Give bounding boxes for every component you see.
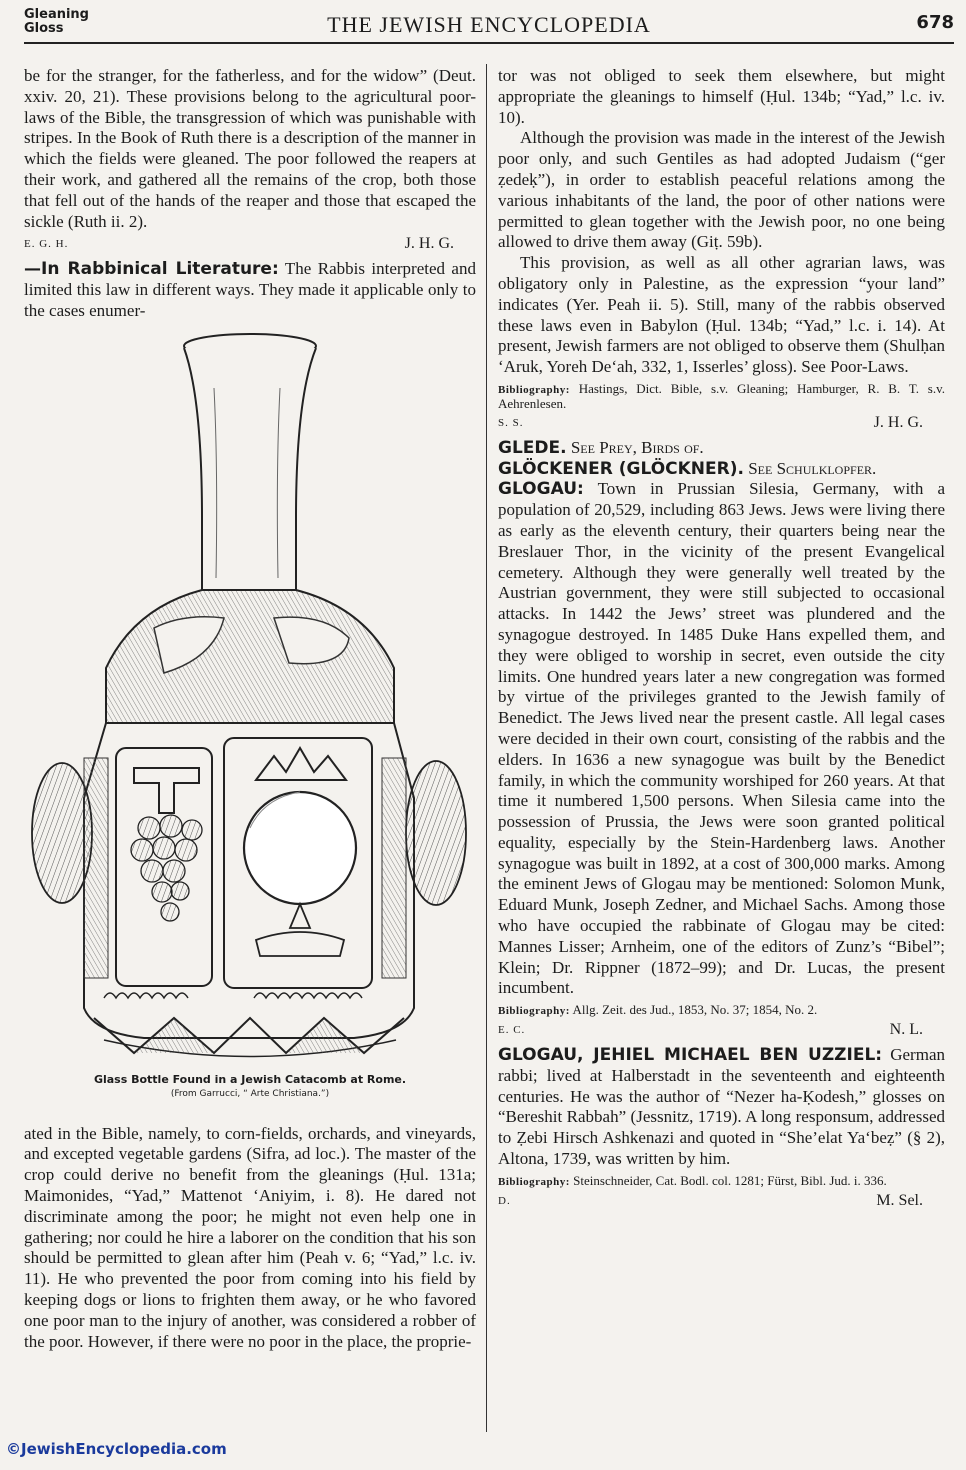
page-header	[24, 6, 954, 40]
paragraph	[24, 259, 476, 321]
bibliography-label: Bibliography:	[498, 383, 570, 396]
figure	[24, 328, 476, 1118]
guide-word-last: Gloss	[24, 21, 64, 36]
header-rule	[24, 42, 954, 44]
bibliography-text: Hastings, Dict. Bible, s.v. Gleaning; Hamburger, R. B. T. s.v. Aehrenlesen.	[498, 380, 946, 411]
cross-reference: See Prey, Birds of.	[566, 437, 704, 457]
signature-author: J. H. G.	[404, 235, 454, 253]
paragraph: This provision, as well as all other agrarian laws, was obligatory only in Palestine, as the expression “your land” indicates (Yer. Peah ii. 5). Still, many of the rabbis observed these laws even in Babylon (Ḥul. 134b; “Yad,” l.c. i. 14). At present, Jewish farmers are not obliged to observe them (Shulḥan ‘Aruk, Yoreh De‘ah, 332, 1, Isserles’ gloss). See Poor-Laws.	[498, 253, 945, 377]
glass-bottle-illustration	[24, 328, 476, 1073]
signature	[498, 1020, 945, 1041]
bibliography-label: Bibliography:	[498, 1175, 570, 1188]
section-heading: —In Rabbinical Literature:	[24, 259, 279, 280]
signature-author: J. H. G.	[873, 413, 923, 431]
left-column	[24, 66, 476, 1352]
bibliography-label: Bibliography:	[498, 1005, 570, 1018]
guide-word-first: Gleaning	[24, 7, 89, 22]
entry-text: German rabbi; lived at Halberstadt in the seventeenth and eighteenth centuries. He was the author of “Nezer ha-Ḳodesh,” glosses on “Bereshit Rabbah” (Jessnitz, 1719). A long responsum, addressed to Ẓebi Hirsch Ashkenazi and quoted in “She’elat Ya‘beẓ” (§ 2), Altona, 1739, was written by him.	[498, 1045, 945, 1169]
figure-source: (From Garrucci, “ Arte Christiana.”)	[170, 1088, 330, 1099]
signature-initials: E. G. H.	[24, 238, 69, 251]
column-divider	[486, 64, 487, 1432]
signature-initials: E. C.	[498, 1024, 526, 1037]
paragraph: tor was not obliged to seek them elsewhere, but might appropriate the gleanings to himself (Ḥul. 134b; “Yad,” l.c. iv. 10).	[498, 66, 945, 127]
entry-heading: GLOGAU, JEHIEL MICHAEL BEN UZZIEL:	[498, 1045, 883, 1066]
paragraph: be for the stranger, for the fatherless, and for the widow” (Deut. xxiv. 20, 21). These provisions belong to the agricultural poor-laws of the Bible, the transgression of which was punishable with stripes. In the Book of Ruth there is a description of the manner in which the fields were gleaned. The poor followed the reapers at their work, and gathered all the remains of the crop, both those that fell out of the hands of the reaper and those that escaped the sickle (Ruth ii. 2).	[24, 66, 476, 231]
entry-heading: GLÖCKENER (GLÖCKNER).	[498, 458, 744, 479]
entry-glogau	[498, 479, 945, 999]
page-number: 678	[916, 12, 954, 33]
cross-reference: See Schulklopfer.	[743, 458, 877, 478]
copyright-link[interactable]: ©JewishEncyclopedia.com	[6, 1440, 227, 1458]
bibliography-text: Allg. Zeit. des Jud., 1853, No. 37; 1854, No. 2.	[572, 1002, 818, 1018]
bibliography	[498, 1174, 945, 1189]
entry-heading: GLOGAU:	[498, 479, 584, 500]
bibliography	[498, 382, 945, 411]
running-title: THE JEWISH ENCYCLOPEDIA	[327, 12, 651, 37]
signature	[498, 1191, 945, 1212]
entry-glogau-jehiel	[498, 1045, 945, 1170]
paragraph: Although the provision was made in the interest of the Jewish poor only, and such Gentiles as had adopted Judaism (“ger ẓedeḳ”), in order to establish peaceful relations among the various inhabitants of the land, the poor of other nations were permitted to glean together with the Jewish poor, no one being allowed to drive them away (Giṭ. 59b).	[498, 128, 945, 252]
signature-initials: S. S.	[498, 416, 524, 429]
signature	[24, 234, 476, 255]
entry-glede	[498, 438, 945, 459]
entry-text: Town in Prussian Silesia, Germany, with a population of 20,529, including 863 Jews. Jews were living there as early as the eleventh century, their quarters being near the Breslauer Thor, in the vicinity of the present Evangelical cemetery. Although they were generally well treated by the Austrian government, they were still subjected to occasional attacks. In 1442 the Jews’ street was plundered and the synagogue destroyed. In 1485 Duke Hans expelled them, and they were obliged to worship in secret, even outside the city limits. One hundred years later a new congregation was formed by virtue of the privileges granted to the Jewish family of Benedict. The Jews lived near the present castle. All legal cases were decided in their own court, consisting of the rabbis and the elders. In 1636 a new synagogue was built by the Benedict family, in which the community worshiped for 260 years. At that time it numbered 1,500 persons. When Silesia came into the possession of Prussia, the Jews were soon granted political equality, especially by the Stein-Hardenberg laws. Another synagogue was built in 1892, at a cost of 300,000 marks. Among the eminent Jews of Glogau may be mentioned: Solomon Munk, Eduard Munk, Joseph Zedner, and Michael Sachs. Among those who have occupied the rabbinate of Glogau may be cited: Mannes Lisser; Arnheim, one of the editors of Zunz’s “Bibel”; Klein; Dr. Rippner (1872–99); and Dr. Lucas, the present incumbent.	[498, 479, 945, 998]
paragraph: ated in the Bible, namely, to corn-fields, orchards, and vineyards, and excepted vegetable gardens (Sifra, ad loc.). The master of the crop could derive no benefit from the gleanings (Ḥul. 131a; Maimonides, “Yad,” Mattenot ‘Aniyim, i. 8). He dared not discriminate among the poor; he might not even help one in gathering; nor could he hire a laborer on the condition that his son should be permitted to glean after him (Peah v. 6; “Yad,” l.c. iv. 11). He who prevented the poor from coming into his field by keeping dogs or lions to frighten them away, or he who favored one poor man to the injury of another, was considered a robber of the poor. However, if there were no poor in the place, the proprie-	[24, 1123, 476, 1351]
bibliography	[498, 1003, 945, 1018]
signature-author: N. L.	[889, 1021, 923, 1039]
entry-heading: GLEDE.	[498, 437, 567, 458]
figure-caption: Glass Bottle Found in a Jewish Catacomb at Rome.	[93, 1072, 407, 1086]
signature	[498, 413, 945, 434]
signature-initials: D.	[498, 1194, 511, 1207]
entry-glockener	[498, 459, 945, 480]
signature-author: M. Sel.	[876, 1191, 923, 1209]
section-text: The Rabbis interpreted and limited this law in different ways. They made it applicable only to the cases enumer-	[24, 259, 476, 320]
right-column	[498, 66, 945, 1216]
bibliography-text: Steinschneider, Cat. Bodl. col. 1281; Fürst, Bibl. Jud. i. 336.	[573, 1172, 887, 1188]
